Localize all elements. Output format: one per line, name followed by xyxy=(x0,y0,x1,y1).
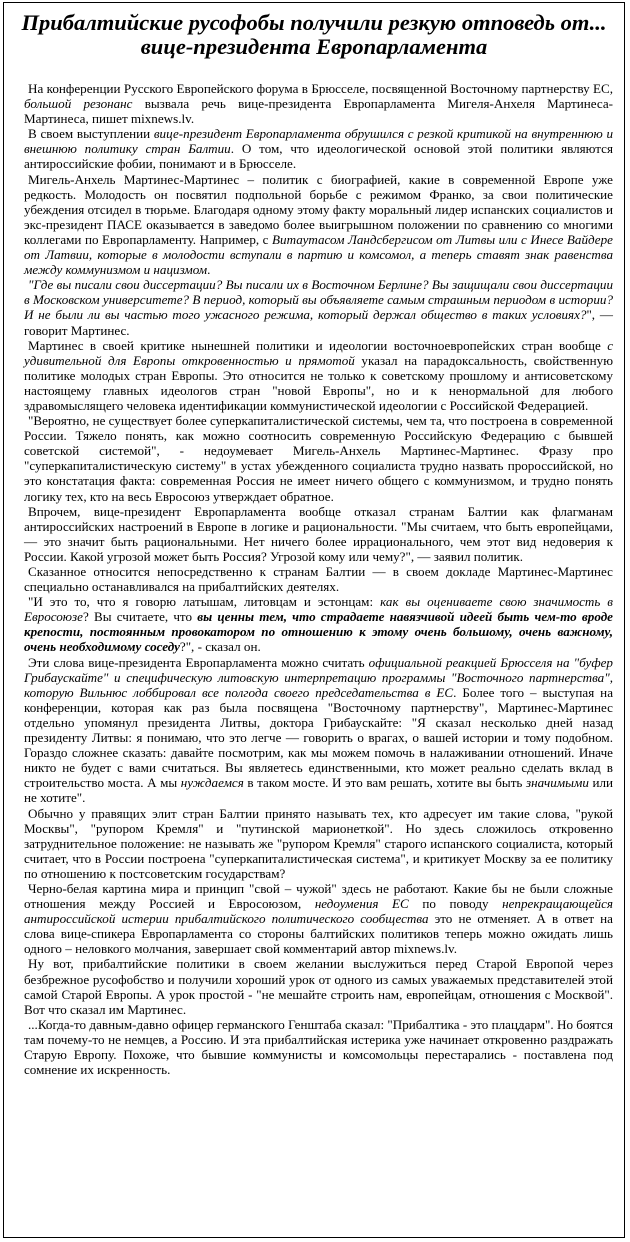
paragraph-text-run: Обычно у правящих элит стран Балтии принято называть тех, кто адресует им такие слова, "рукой Москвы", "рупором Кремля" и "путинской марионеткой". Но здесь сложилось откровенно затруднительное положение: не называть же "рупором Кремля" старого испанского социалиста, который считает, что в России построена "суперкапиталистическая система", и критикует Москву за ее политику по отношению к постсоветским государствам? xyxy=(24,805,613,881)
paragraph-text-run: Мигель-Анхель Мартинес-Мартинес – политик с биографией, какие в современной Европе уже редкость. Молодость он посвятил подпольной борьбе с режимом Франко, за свои политические убеждения отсидел в тюрьме. Благодаря одному этому факту моральный лидер испанских социалистов и экс-президент ПАСЕ оказывается в заведомо более выигрышном положении по сравнению со многими коллегами по Европарламенту. Например, с xyxy=(24,171,613,247)
paragraph-text-run: указал на парадоксальность, свойственную политике молодых стран Европы. Это относится не только к советскому прошлому и антисоветскому настоящему главных идеологов стран "новой Европы", но и к ненормальной для любого здравомыслящего человека идентификации коммунистической идеологии с Российской Федерацией. xyxy=(24,352,613,413)
paragraph-text-run: "Где вы писали свои диссертации? Вы писали их в Восточном Берлине? Вы защищали свои диссертации в Московском университете? В период, который вы объявляете самым страшным периодом в истории? И не были ли вы частью того ужасного режима, который держал общество в таких условиях? xyxy=(24,277,613,323)
paragraph-text-run: вице-президент Европарламента обрушился с резкой критикой на внутреннюю и внешнюю политику стран Балтии xyxy=(24,126,613,157)
article-paragraph xyxy=(24,504,613,564)
paragraph-text-run: ...Когда-то давным-давно офицер германского Генштаба сказал: "Прибалтика - это плацдарм". Но боятся там почему-то не немцев, а Россию. И эта прибалтийская истерика уже начинает откровенно раздражать Старую Европу. Похоже, что бывшие коммунисты и комсомольцы перестарались - поставлена под сомнение их искренность. xyxy=(24,1016,613,1078)
article-paragraph xyxy=(24,413,613,504)
paragraph-text-run: вы ценны тем, что страдаете навязчивой идеей быть чем-то вроде крепости, постоянным провокатором по отношению к этому очень большому, очень важному, очень необходимому соседу xyxy=(24,609,613,655)
paragraph-text-run: Витаутасом Ландсбергисом от Литвы или с Инесе Вайдере от Латвии, которые в молодости вступали в партию и комсомол, а теперь ставят знак равенства между коммунизмом и нацизмом xyxy=(24,231,613,278)
paragraph-text-run: официальной реакцией Брюсселя на "буфер Грибаускайте" и специфическую литовскую интерпретацию программы "Восточного партнерства", которую Вильнюс лоббировал все полгода своего председательства в ЕС xyxy=(24,654,613,700)
paragraph-text-run: ?", - сказал он. xyxy=(179,639,261,655)
paragraph-text-run: "И это то, что я говорю латышам, литовцам и эстонцам: xyxy=(28,594,381,610)
article-paragraph xyxy=(24,594,613,654)
paragraph-text-run: Эти слова вице-президента Европарламента можно считать xyxy=(28,654,369,670)
paragraph-text-run: или не хотите". xyxy=(24,775,614,806)
paragraph-text-run: Сказанное относится непосредственно к странам Балтии — в своем докладе Мартинес-Мартинес специально останавливался на прибалтийских деятелях. xyxy=(24,564,613,595)
paragraph-text-run: недоумения ЕС xyxy=(314,896,409,912)
paragraph-text-run: "Вероятно, не существует более суперкапиталистической системы, чем та, что построена в современной России. Тяжело понять, как можно соотносить современную Российскую Федерацию с бывшей советской системой", - недоумевает Мигель-Анхель Мартинес-Мартинес. Фразу про "суперкапиталистическую систему" в устах убежденного социалиста трудно назвать пророссийской, но это констатация факта: современная Россия не имеет ничего общего с коммунизмом, и трудно понять логику тех, кто на весь Евросоюз утверждает обратное. xyxy=(24,413,614,504)
paragraph-text-run: В своем выступлении xyxy=(28,126,154,142)
paragraph-text-run: . О том, что идеологической основой этой политики являются антироссийские фобии, понимают и в Брюсселе. xyxy=(24,141,613,172)
paragraph-text-run: по поводу xyxy=(408,896,503,912)
article-paragraph xyxy=(24,806,613,881)
paragraph-text-run: в таком мосте. И это вам решать, хотите вы быть xyxy=(243,775,526,791)
paragraph-text-run: ", — говорит Мартинес. xyxy=(24,307,613,338)
paragraph-text-run: . Более того – выступая на конференции, которая как раз была посвящена "Восточному партнерству", Мартинес-Мартинес отдельно упомянул президента Литвы, доктора Грибаускайте: "Я сказал несколько дней назад президенту Литвы: я понимаю, что это легче — говорить о врагах, о вашей истории и тому подобном. Гораздо сложнее сказать: давайте посмотрим, как мы можем помочь в налаживании отношений. Иначе никто не будет с вами считаться. Вы являетесь единственными, кто может реально сделать вклад в строительство моста. А мы xyxy=(24,684,614,791)
article-paragraph xyxy=(24,277,613,337)
article-paragraph xyxy=(24,655,613,806)
article-paragraph xyxy=(24,126,613,171)
paragraph-text-run: с удивительной для Европы откровенностью и прямотой xyxy=(24,337,613,368)
article-title: Прибалтийские русофобы получили резкую отповедь от... вице-президента Европарламента xyxy=(21,10,607,59)
paragraph-text-run: Ну вот, прибалтийские политики в своем желании выслужиться перед Старой Европой через безбрежное русофобство и получили хороший урок от одного из самых уважаемых представителей этой самой Старой Европы. А урок простой - "не мешайте строить нам, европейцам, отношения с Москвой". Вот что сказал им Мартинес. xyxy=(24,956,613,1017)
article-paragraph xyxy=(24,956,613,1016)
paragraph-text-run: это не отменяет. А в ответ на слова вице-спикера Европарламента со стороны балтийских политиков теперь можно ожидать лишь одного – неловкого молчания, завершает свой комментарий автор mixnews.lv. xyxy=(24,911,613,957)
paragraph-text-run: ? Вы считаете, что xyxy=(82,609,198,625)
paragraph-text-run: значимыми xyxy=(525,775,589,791)
article-frame xyxy=(3,2,625,1238)
paragraph-text-run: Впрочем, вице-президент Европарламента вообще отказал странам Балтии как флагманам антироссийских настроений в Европе в логике и рациональности. "Мы считаем, что быть европейцами, — это значит быть рациональными. Нет ничего более иррационального, чем этот вид недоверия к России. Какой угрозой может быть Россия? Угрозой кому или чему?", — заявил политик. xyxy=(24,503,613,564)
article-paragraph xyxy=(24,338,613,413)
article-paragraph xyxy=(24,1017,613,1077)
frame-bottom-edge xyxy=(4,1231,624,1237)
paragraph-text-run: вызвала речь вице-президента Европарламента Мигеля-Анхеля Мартинеса-Мартинеса, пишет mixnews.lv. xyxy=(24,96,614,127)
paragraph-text-run: . xyxy=(207,262,211,278)
paragraph-text-run: На конференции Русского Европейского форума в Брюсселе, посвященной Восточному партнерству ЕС, xyxy=(28,81,613,96)
paragraph-text-run: Мартинес в своей критике нынешней политики и идеологии восточноевропейских стран вообще xyxy=(28,337,608,353)
paragraph-text-run: большой резонанс xyxy=(24,96,133,112)
paragraph-text-run: нуждаемся xyxy=(180,775,244,791)
paragraph-text-run: непрекращающейся антироссийской истерии прибалтийского политического сообщества xyxy=(24,896,613,927)
article-paragraph xyxy=(24,81,613,126)
article-body xyxy=(24,81,613,1077)
article-paragraph xyxy=(24,564,613,594)
paragraph-text-run: как вы оцениваете свою значимость в Евросоюзе xyxy=(24,594,613,625)
paragraph-text-run: Черно-белая картина мира и принцип "свой – чужой" здесь не работают. Какие бы не были сложные отношения между Россией и Евросоюзом, xyxy=(24,880,613,912)
article-paragraph xyxy=(24,172,613,278)
article-paragraph xyxy=(24,881,613,956)
